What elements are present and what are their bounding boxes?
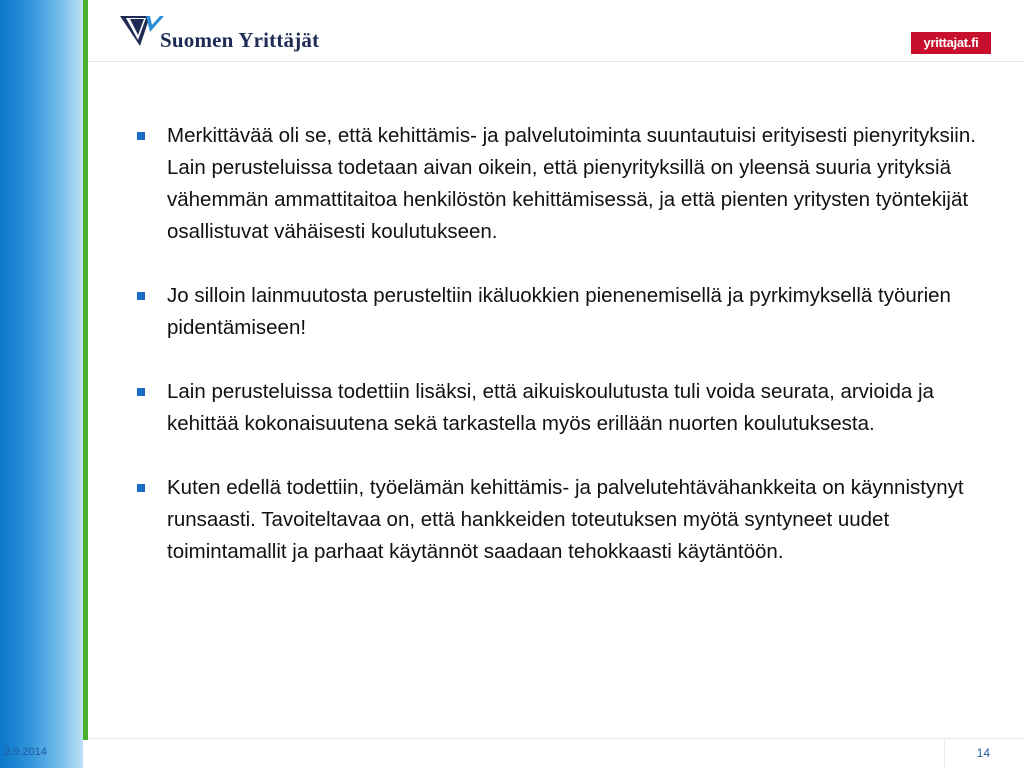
yrittajat-fi-badge[interactable]: yrittajat.fi (911, 32, 991, 54)
logo-mark-icon (120, 16, 164, 52)
bullet-square-icon (137, 292, 145, 300)
bullet-item (137, 376, 989, 440)
page-number: 14 (976, 746, 990, 760)
header-divider (88, 61, 1024, 62)
bullet-item (137, 472, 989, 568)
footer-divider (88, 738, 1024, 739)
green-accent-bar (83, 0, 88, 740)
bullet-square-icon (137, 484, 145, 492)
bullet-text: Kuten edellä todettiin, työelämän kehittämis- ja palvelutehtävähankkeita on käynnistynyt runsaasti. Tavoiteltavaa on, että hankkeiden toteutuksen myötä syntyneet uudet toimintamallit ja parhaat käytännöt saadaan tehokkaasti käytäntöön. (167, 476, 964, 563)
bullet-text: Jo silloin lainmuutosta perusteltiin ikäluokkien pienenemisellä ja pyrkimyksellä työurien pidentämiseen! (167, 284, 951, 339)
slide-content (137, 120, 989, 600)
left-sidebar-band (0, 0, 83, 768)
footer-separator (944, 740, 945, 768)
bullet-text: Merkittävää oli se, että kehittämis- ja palvelutoiminta suuntautuisi erityisesti pienyrityksiin. Lain perusteluissa todetaan aivan oikein, että pienyrityksillä on yleensä suuria yrityksiä vähemmän ammattitaitoa henkilöstön kehittämisessä, ja että pienten yritysten työntekijät osallistuvat vähäisesti koulutukseen. (167, 124, 976, 243)
bullet-item (137, 120, 989, 248)
bullet-square-icon (137, 132, 145, 140)
bullet-square-icon (137, 388, 145, 396)
bullet-text: Lain perusteluissa todettiin lisäksi, että aikuiskoulutusta tuli voida seurata, arvioida ja kehittää kokonaisuutena sekä tarkastella myös erillään nuorten koulutuksesta. (167, 380, 934, 435)
footer-date: 2.9.2014 (4, 746, 47, 758)
bullet-list (137, 120, 989, 568)
suomen-yrittajat-logo (120, 14, 360, 58)
logo-text: Suomen Yrittäjät (160, 28, 320, 52)
bullet-item (137, 280, 989, 344)
